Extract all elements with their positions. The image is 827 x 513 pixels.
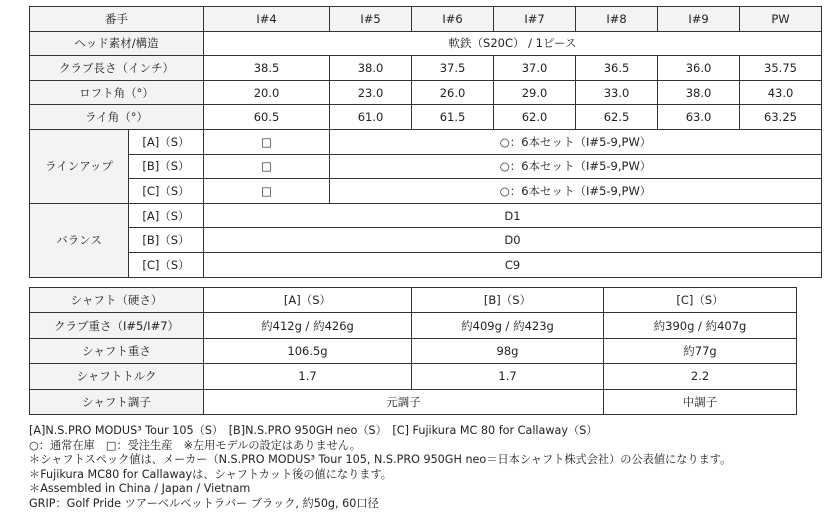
kick-point-label: シャフト調子 <box>30 389 204 414</box>
balance-shaft: [A]（S） <box>129 203 204 228</box>
lie-value: 61.0 <box>330 105 412 130</box>
col-i4: I#4 <box>204 7 330 32</box>
lineup-i4: □ <box>204 154 330 179</box>
footnotes <box>29 424 819 512</box>
loft-label: ロフト角（°） <box>30 80 204 105</box>
note-line: ○：通常在庫 □：受注生産 ※左用モデルの設定はありません。 <box>29 438 361 452</box>
head-material-value: 軟鉄（S20C） / 1ピース <box>204 31 822 56</box>
lie-value: 61.5 <box>412 105 494 130</box>
shaft-table <box>29 287 797 415</box>
length-value: 38.0 <box>330 56 412 81</box>
lineup-shaft: [B]（S） <box>129 154 204 179</box>
lineup-i4: □ <box>204 129 330 154</box>
shaft-weight-value: 約77g <box>604 338 797 363</box>
spec-table <box>29 6 822 278</box>
torque-row <box>30 364 797 389</box>
header-label: 番手 <box>30 7 204 32</box>
note-line: ＊シャフトスペック値は、メーカー（N.S.PRO MODUS³ Tour 105, N.S.PRO 950GH neo＝日本シャフト株式会社）の公表値になります。 <box>29 453 732 467</box>
lineup-shaft: [A]（S） <box>129 129 204 154</box>
loft-value: 33.0 <box>576 80 658 105</box>
note-line: GRIP：Golf Pride ツアーベルベットラバー ブラック, 約50g, 60口径 <box>29 496 379 510</box>
shaft-weight-value: 98g <box>412 338 604 363</box>
club-weight-label: クラブ重さ（I#5/I#7） <box>30 313 204 338</box>
note-line: ＊Fujikura MC80 for Callawayは、シャフトカット後の値になります。 <box>29 467 392 481</box>
club-weight-row <box>30 313 797 338</box>
lie-value: 62.5 <box>576 105 658 130</box>
lie-value: 63.25 <box>740 105 822 130</box>
lie-label: ライ角（°） <box>30 105 204 130</box>
loft-row <box>30 80 822 105</box>
col-i8: I#8 <box>576 7 658 32</box>
col-i5: I#5 <box>330 7 412 32</box>
balance-row <box>30 203 822 228</box>
shaft-col-c: [C]（S） <box>604 288 797 313</box>
club-weight-value: 約412g / 約426g <box>204 313 412 338</box>
col-i9: I#9 <box>658 7 740 32</box>
balance-shaft: [B]（S） <box>129 228 204 253</box>
length-value: 37.0 <box>494 56 576 81</box>
balance-value: D1 <box>204 203 822 228</box>
spec-header-row <box>30 7 822 32</box>
loft-value: 23.0 <box>330 80 412 105</box>
loft-value: 38.0 <box>658 80 740 105</box>
col-i6: I#6 <box>412 7 494 32</box>
length-value: 35.75 <box>740 56 822 81</box>
torque-value: 1.7 <box>412 364 604 389</box>
lineup-set: ○：6本セット（I#5-9,PW） <box>330 129 822 154</box>
length-value: 37.5 <box>412 56 494 81</box>
balance-value: C9 <box>204 252 822 277</box>
torque-value: 2.2 <box>604 364 797 389</box>
length-row <box>30 56 822 81</box>
club-weight-value: 約409g / 約423g <box>412 313 604 338</box>
loft-value: 43.0 <box>740 80 822 105</box>
balance-value: D0 <box>204 228 822 253</box>
lineup-set: ○：6本セット（I#5-9,PW） <box>330 154 822 179</box>
shaft-weight-row <box>30 338 797 363</box>
shaft-weight-label: シャフト重さ <box>30 338 204 363</box>
balance-row <box>30 252 822 277</box>
kick-point-row <box>30 389 797 414</box>
shaft-weight-value: 106.5g <box>204 338 412 363</box>
col-pw: PW <box>740 7 822 32</box>
length-value: 36.5 <box>576 56 658 81</box>
torque-label: シャフトトルク <box>30 364 204 389</box>
shaft-col-a: [A]（S） <box>204 288 412 313</box>
shaft-col-b: [B]（S） <box>412 288 604 313</box>
balance-row <box>30 228 822 253</box>
length-label: クラブ長さ（インチ） <box>30 56 204 81</box>
lineup-row <box>30 129 822 154</box>
loft-value: 20.0 <box>204 80 330 105</box>
kick-point-ab: 元調子 <box>204 389 604 414</box>
length-value: 36.0 <box>658 56 740 81</box>
note-line: ＊Assembled in China / Japan / Vietnam <box>29 482 251 496</box>
lineup-shaft: [C]（S） <box>129 179 204 204</box>
lineup-set: ○：6本セット（I#5-9,PW） <box>330 179 822 204</box>
lie-value: 60.5 <box>204 105 330 130</box>
club-weight-value: 約390g / 約407g <box>604 313 797 338</box>
loft-value: 29.0 <box>494 80 576 105</box>
col-i7: I#7 <box>494 7 576 32</box>
lineup-row <box>30 154 822 179</box>
length-value: 38.5 <box>204 56 330 81</box>
shaft-header-label: シャフト（硬さ） <box>30 288 204 313</box>
lineup-i4: □ <box>204 179 330 204</box>
head-material-label: ヘッド素材/構造 <box>30 31 204 56</box>
lie-value: 62.0 <box>494 105 576 130</box>
head-material-row <box>30 31 822 56</box>
lineup-label: ラインアップ <box>30 129 129 203</box>
lie-value: 63.0 <box>658 105 740 130</box>
lineup-row <box>30 179 822 204</box>
balance-label: バランス <box>30 203 129 277</box>
lie-row <box>30 105 822 130</box>
note-line: [A]N.S.PRO MODUS³ Tour 105（S） [B]N.S.PRO 950GH neo（S） [C] Fujikura MC 80 for Callaway（S） <box>29 424 598 437</box>
loft-value: 26.0 <box>412 80 494 105</box>
shaft-header-row <box>30 288 797 313</box>
balance-shaft: [C]（S） <box>129 252 204 277</box>
torque-value: 1.7 <box>204 364 412 389</box>
kick-point-c: 中調子 <box>604 389 797 414</box>
